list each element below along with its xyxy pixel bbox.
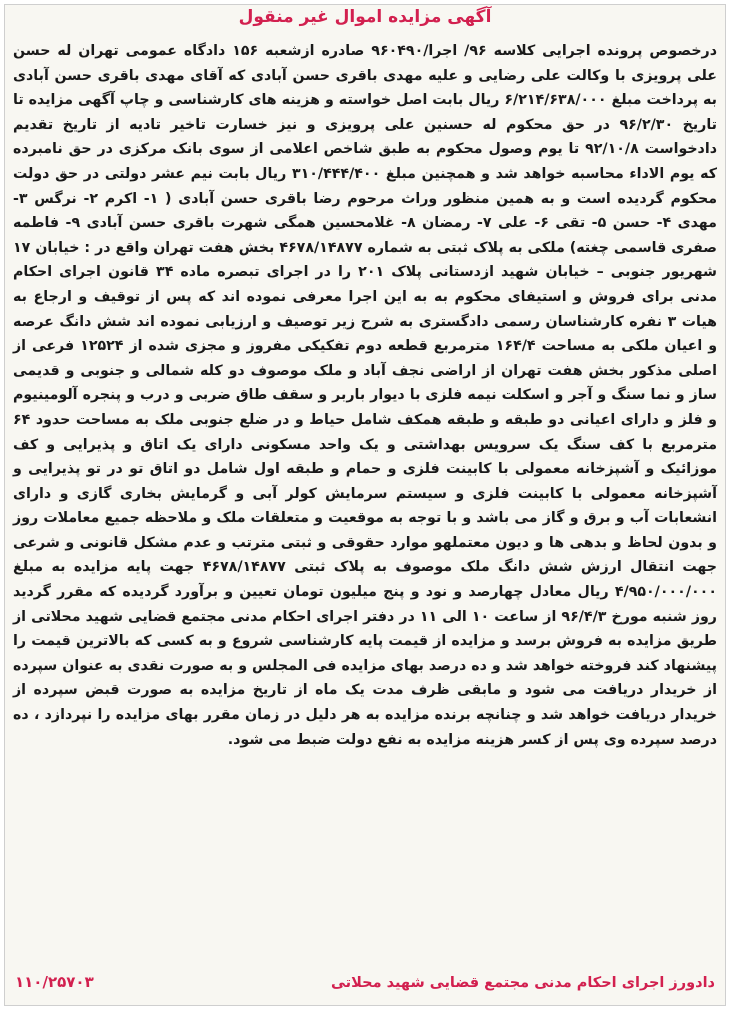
signature-line: دادورز اجرای احکام مدنی مجتمع قضایی شهید محلاتی bbox=[331, 975, 715, 991]
notice-footer bbox=[15, 973, 715, 991]
notice-body: درخصوص پرونده اجرایی کلاسه ۹۶/ اجرا/۹۶۰۴۹۰ صادره ازشعبه ۱۵۶ دادگاه عمومی تهران له حسن علی پرویزی با وکالت علی رضایی و علیه مهدی باقری حسن آبادی که آقای مهدی باقری حسن آبادی به پرداخت مبلغ ۶/۲۱۴/۶۳۸/۰۰۰ ریال بابت اصل خواسته و هزینه های کارشناسی و چاپ آگهی مزایده تا تاریخ ۹۶/۲/۳۰ در حق محکوم له حسنین علی پرویزی و نیز خسارت تاخیر تادیه از تاریخ تقدیم دادخواست ۹۲/۱۰/۸ تا یوم وصول محکوم به طبق شاخص اعلامی از سوی بانک مرکزی در حق نامبرده که یوم الاداء محاسبه خواهد شد و همچنین مبلغ ۳۱۰/۴۴۴/۴۰۰ ریال بابت نیم عشر دولتی در حق دولت محکوم گردیده است و به همین منظور وراث مرحوم رضا باقری حسن آبادی ( ۱- اکرم ۲- نرگس ۳- مهدی ۴- حسن ۵- تقی ۶- علی ۷- رمضان ۸- غلامحسین همگی شهرت باقری حسن آبادی ۹- فاطمه صفری قاسمی چغته) ملکی به پلاک ثبتی به شماره ۴۶۷۸/۱۴۸۷۷ بخش هفت تهران واقع در : خیابان ۱۷ شهریور جنوبی – خیابان شهید ازدستانی پلاک ۲۰۱ را در اجرای تبصره ماده ۳۴ قانون اجرای احکام مدنی برای فروش و استیفای محکوم به به این اجرا معرفی نموده اند که پس از توقیف و ارجاع به هیات ۳ نفره کارشناسان رسمی دادگستری به شرح زیر توصیف و ارزیابی نموده اند شش دانگ عرصه و اعیان ملکی به مساحت ۱۶۴/۴ مترمربع قطعه دوم تفکیکی مفروز و مجزی شده از ۱۲۵۲۴ فرعی از اصلی مذکور بخش هفت تهران از اراضی نجف آباد و ملک موصوف دو کله شمالی و جنوبی و قدیمی ساز و نما سنگ و آجر و اسکلت نیمه فلزی با دیوار باربر و سقف طاق ضربی و درب و پنجره آلومینیوم و فلز و دارای اعیانی دو طبقه و طبقه همکف شامل حیاط و در ضلع جنوبی ملک به مساحت حدود ۶۴ مترمربع با کف سنگ یک سرویس بهداشتی و یک واحد مسکونی دارای یک اتاق و پذیرایی و کف موزائیک و آشپزخانه معمولی با کابینت فلزی و حمام و طبقه اول شامل دو اتاق تو در تو پذیرایی و آشپزخانه معمولی با کابینت فلزی و سیستم سرمایش کولر آبی و گرمایش بخاری گازی و دارای انشعابات آب و برق و گاز می باشد و با توجه به موقعیت و متعلقات ملک و ملاحظه جمیع معاملات روز و بدون لحاظ و بدهی ها و دیون معتملهو موارد حقوقی و ثبتی مترتب و عدم مشکل قانونی و شرعی جهت انتقال ارزش شش دانگ ملک موصوف به پلاک ثبتی ۴۶۷۸/۱۴۸۷۷ جهت پایه مزایده به مبلغ ۴/۹۵۰/۰۰۰/۰۰۰ ریال معادل چهارصد و نود و پنج میلیون تومان تعیین و برآورد گردیده که مقرر گردید روز شنبه مورخ ۹۶/۴/۳ از ساعت ۱۰ الی ۱۱ در دفتر اجرای احکام مدنی مجتمع قضایی شهید محلاتی از طریق مزایده به فروش برسد و مزایده از قیمت پایه کارشناسی شروع و به کسی که بالاترین قیمت را پیشنهاد کند فروخته خواهد شد و ده درصد بهای مزایده فی المجلس و به صورت نقدی به عنوان سپرده از خریدار دریافت می شود و مابقی ظرف مدت یک ماه از تاریخ مزایده به صورت قبض سپرده از خریدار دریافت خواهد شد و چنانچه برنده مزایده به هر دلیل در زمان مقرر بهای مزایده را نپردازد ، ده درصد سپرده وی پس از کسر هزینه مزایده به نفع دولت ضبط می شود. bbox=[13, 43, 718, 748]
notice-title: آگهی مزایده اموال غیر منقول bbox=[238, 7, 492, 27]
reference-number: ۱۱۰/۲۵۷۰۳ bbox=[15, 973, 94, 991]
newspaper-clipping bbox=[4, 4, 726, 1006]
